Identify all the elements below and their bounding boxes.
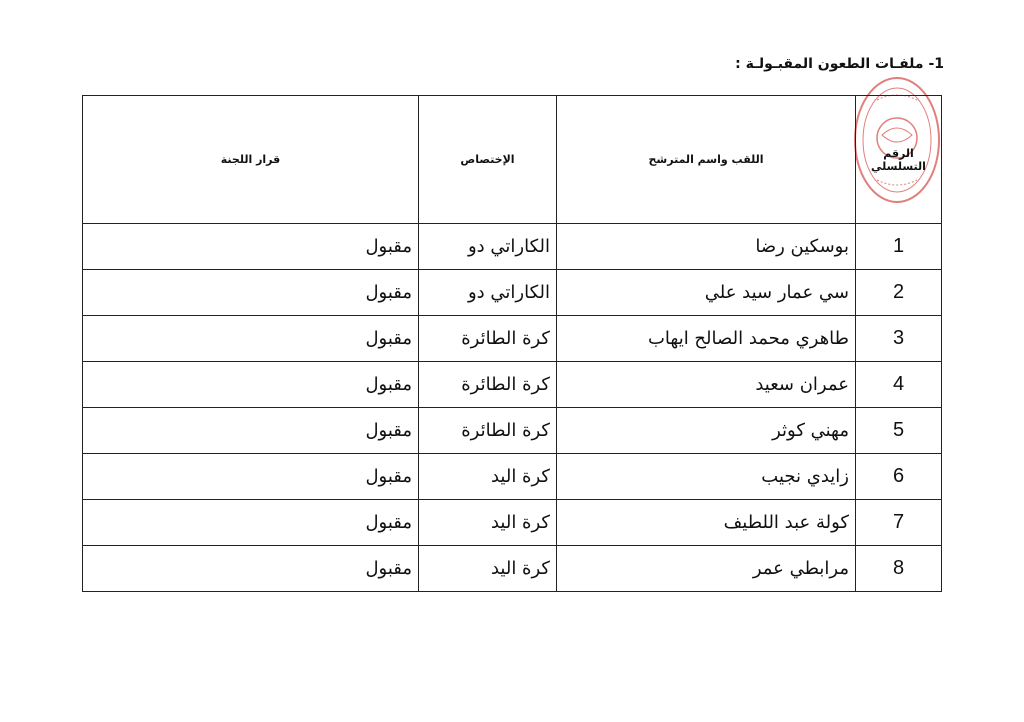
- table-header-row: [83, 96, 942, 224]
- header-decision: قرار اللجنة: [83, 96, 419, 224]
- section-title: 1- ملفـات الطعون المقبـولـة :: [735, 56, 944, 72]
- cell-decision: مقبول: [83, 546, 419, 592]
- accepted-appeals-table: [82, 95, 942, 592]
- header-name: اللقب واسم المترشح: [557, 96, 856, 224]
- cell-decision: مقبول: [83, 362, 419, 408]
- cell-serial: 1: [856, 224, 942, 270]
- cell-specialty: كرة الطائرة: [419, 408, 557, 454]
- cell-decision: مقبول: [83, 500, 419, 546]
- table-row: [83, 224, 942, 270]
- cell-serial: 3: [856, 316, 942, 362]
- table-row: [83, 270, 942, 316]
- header-serial: الرقم التسلسلي: [856, 96, 942, 224]
- cell-serial: 5: [856, 408, 942, 454]
- header-specialty: الإختصاص: [419, 96, 557, 224]
- table-row: [83, 408, 942, 454]
- cell-decision: مقبول: [83, 454, 419, 500]
- table-row: [83, 500, 942, 546]
- cell-specialty: الكاراتي دو: [419, 224, 557, 270]
- cell-decision: مقبول: [83, 408, 419, 454]
- cell-serial: 4: [856, 362, 942, 408]
- cell-serial: 2: [856, 270, 942, 316]
- cell-specialty: كرة الطائرة: [419, 362, 557, 408]
- cell-specialty: كرة اليد: [419, 454, 557, 500]
- cell-decision: مقبول: [83, 224, 419, 270]
- table-row: [83, 454, 942, 500]
- cell-decision: مقبول: [83, 316, 419, 362]
- cell-name: مرابطي عمر: [557, 546, 856, 592]
- cell-decision: مقبول: [83, 270, 419, 316]
- cell-name: مهني كوثر: [557, 408, 856, 454]
- cell-name: عمران سعيد: [557, 362, 856, 408]
- table-row: [83, 362, 942, 408]
- table-row: [83, 316, 942, 362]
- cell-specialty: كرة الطائرة: [419, 316, 557, 362]
- cell-specialty: الكاراتي دو: [419, 270, 557, 316]
- cell-specialty: كرة اليد: [419, 546, 557, 592]
- table-row: [83, 546, 942, 592]
- cell-name: كولة عبد اللطيف: [557, 500, 856, 546]
- cell-name: سي عمار سيد علي: [557, 270, 856, 316]
- cell-serial: 6: [856, 454, 942, 500]
- cell-name: طاهري محمد الصالح ايهاب: [557, 316, 856, 362]
- cell-serial: 7: [856, 500, 942, 546]
- cell-name: بوسكين رضا: [557, 224, 856, 270]
- cell-specialty: كرة اليد: [419, 500, 557, 546]
- cell-name: زايدي نجيب: [557, 454, 856, 500]
- cell-serial: 8: [856, 546, 942, 592]
